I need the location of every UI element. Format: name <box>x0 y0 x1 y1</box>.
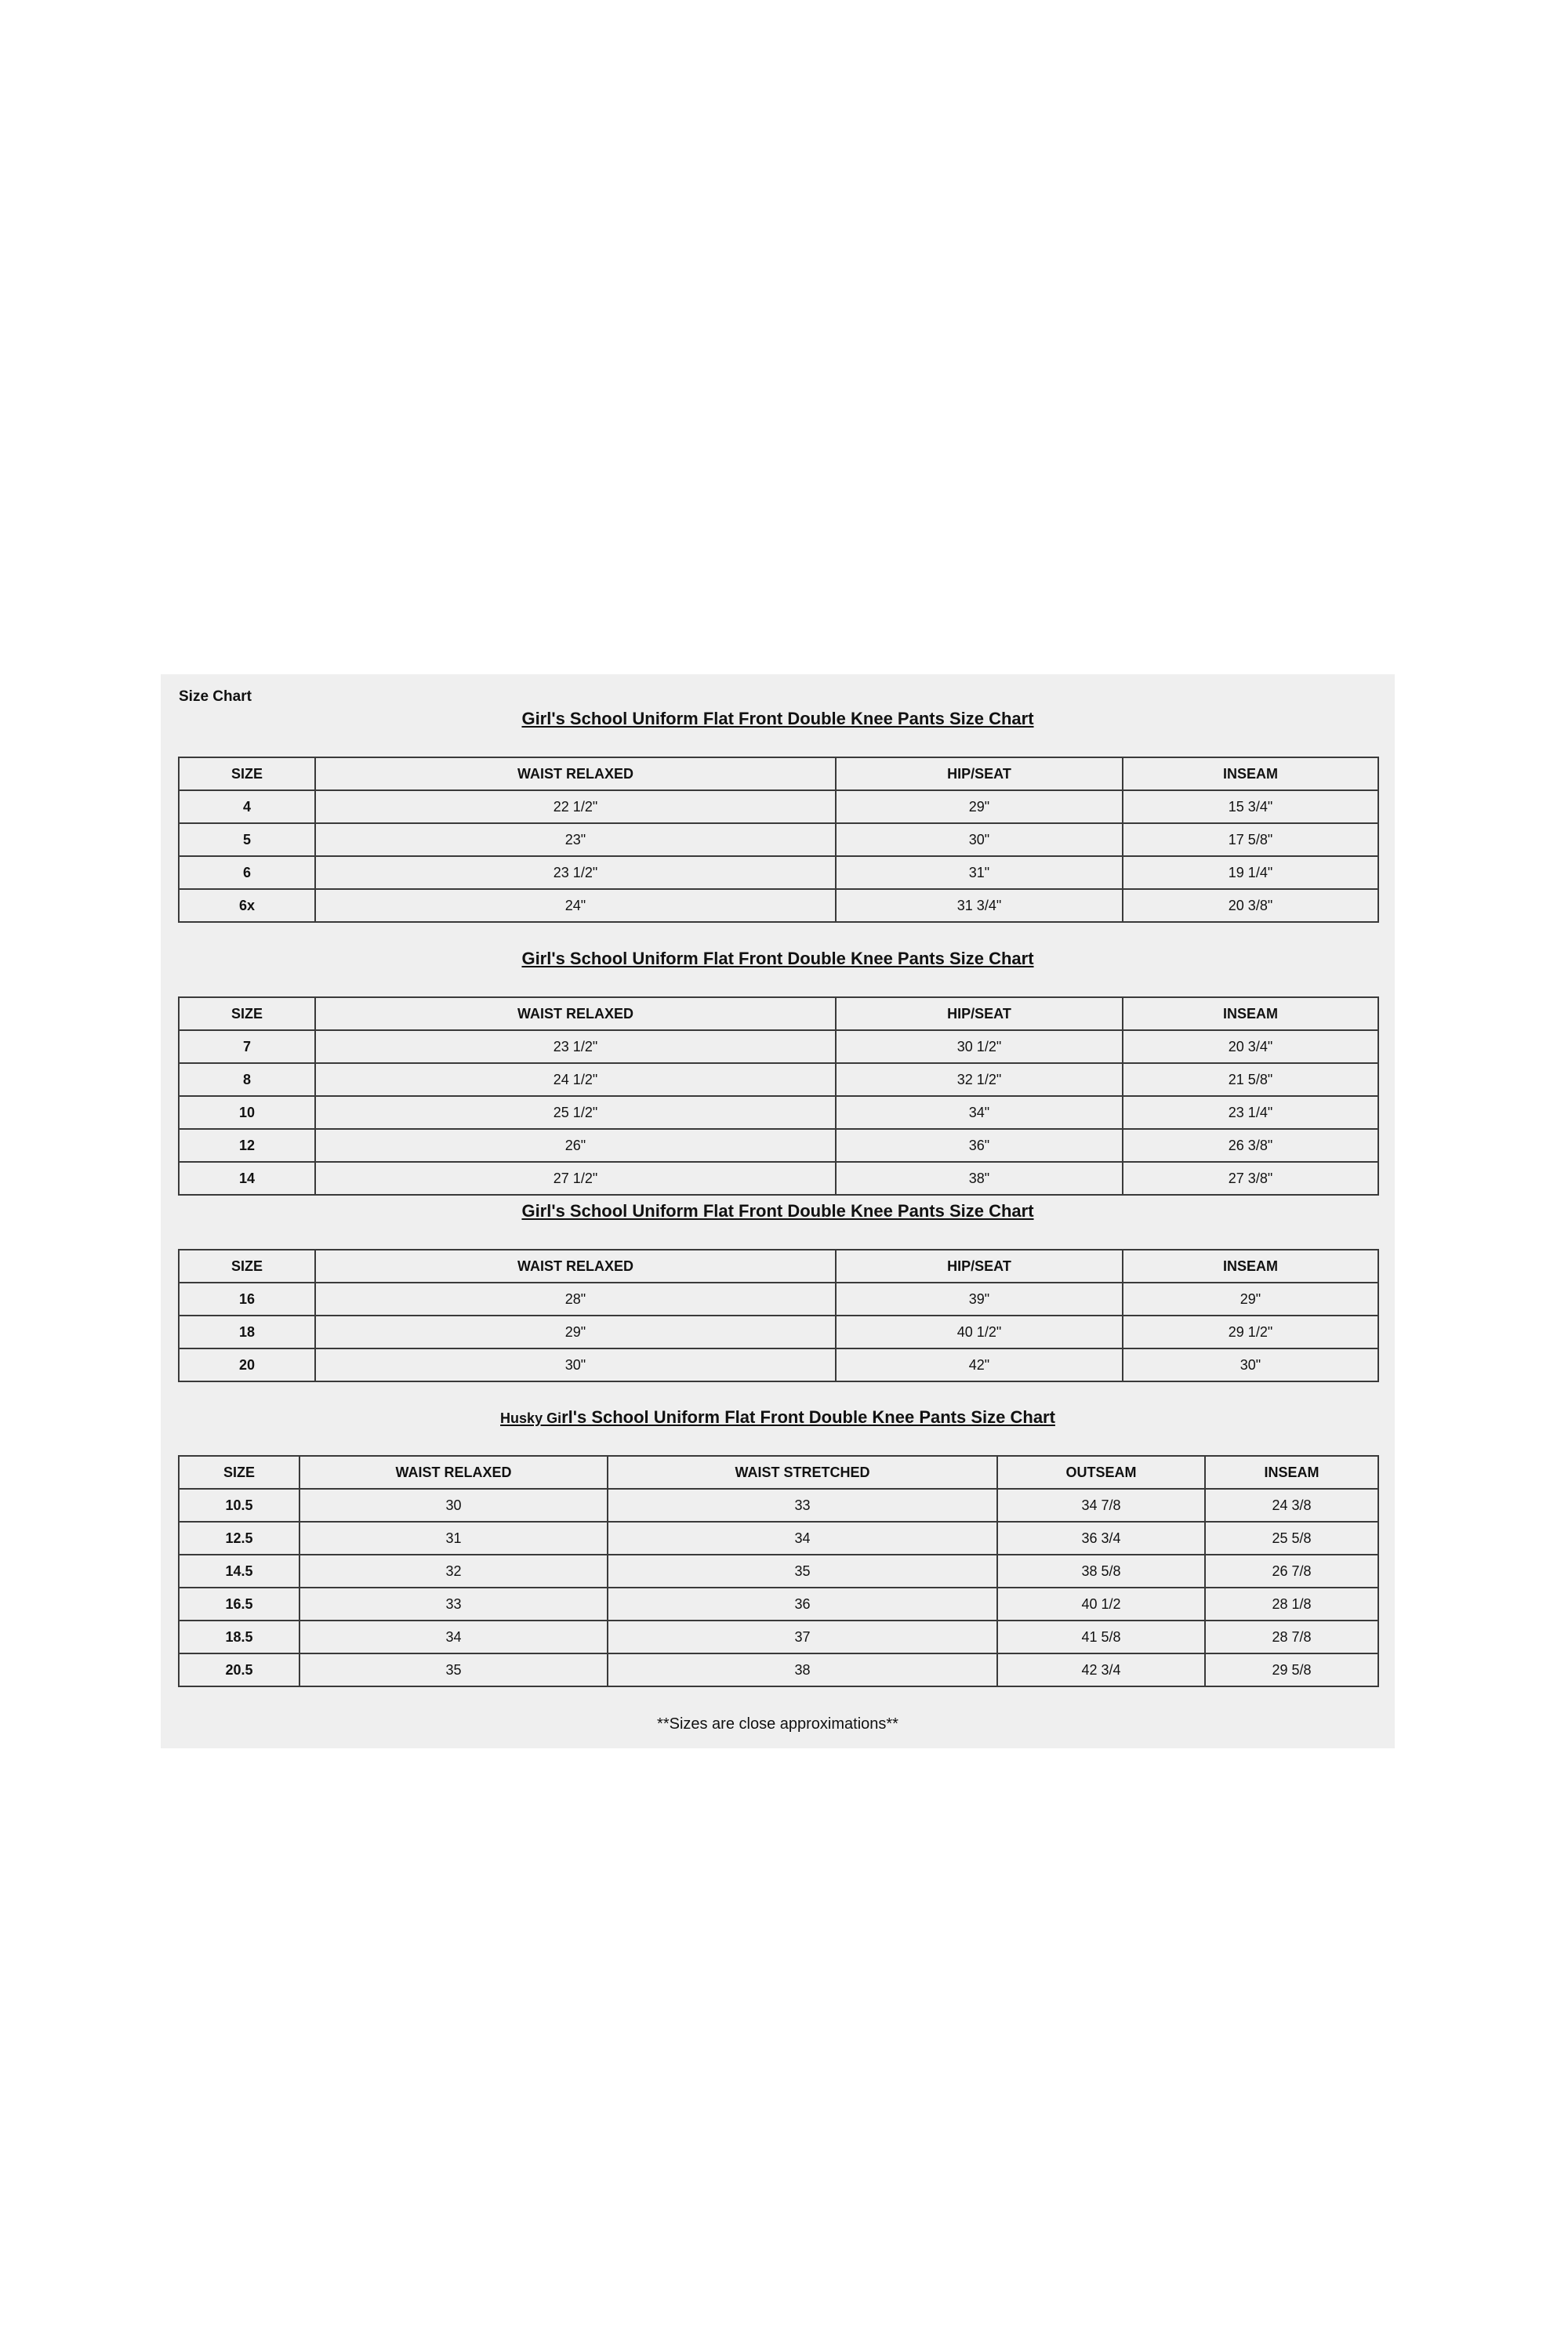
table-cell: 21 5/8" <box>1123 1063 1378 1096</box>
table-cell: 35 <box>608 1555 997 1588</box>
table-cell: 41 5/8 <box>997 1621 1205 1653</box>
column-header: INSEAM <box>1123 1250 1378 1283</box>
table-cell: 26" <box>315 1129 836 1162</box>
column-header: INSEAM <box>1205 1456 1378 1489</box>
table-cell: 40 1/2" <box>836 1316 1123 1348</box>
table-cell: 36 3/4 <box>997 1522 1205 1555</box>
size-cell: 20.5 <box>179 1653 299 1686</box>
table-row <box>179 1030 1378 1063</box>
size-cell: 12 <box>179 1129 315 1162</box>
table-cell: 29" <box>836 790 1123 823</box>
table-cell: 35 <box>299 1653 608 1686</box>
table-cell: 30" <box>315 1348 836 1381</box>
size-cell: 6x <box>179 889 315 922</box>
table-cell: 23 1/4" <box>1123 1096 1378 1129</box>
chart-title-3: Girl's School Uniform Flat Front Double Knee Pants Size Chart <box>521 1201 1034 1221</box>
chart-title-1: Girl's School Uniform Flat Front Double Knee Pants Size Chart <box>521 709 1034 728</box>
size-cell: 14.5 <box>179 1555 299 1588</box>
size-table-1 <box>178 757 1379 923</box>
size-table-2 <box>178 996 1379 1196</box>
column-header: SIZE <box>179 997 315 1030</box>
table-cell: 38" <box>836 1162 1123 1195</box>
size-cell: 5 <box>179 823 315 856</box>
table-header-row <box>179 997 1378 1030</box>
table-header-row <box>179 1456 1378 1489</box>
size-cell: 20 <box>179 1348 315 1381</box>
column-header: WAIST RELAXED <box>299 1456 608 1489</box>
footnote: **Sizes are close approximations** <box>657 1715 898 1733</box>
column-header: HIP/SEAT <box>836 757 1123 790</box>
size-chart-panel <box>161 674 1395 1748</box>
column-header: SIZE <box>179 757 315 790</box>
size-cell: 18.5 <box>179 1621 299 1653</box>
table-cell: 28 1/8 <box>1205 1588 1378 1621</box>
table-row <box>179 823 1378 856</box>
table-cell: 25 5/8 <box>1205 1522 1378 1555</box>
table-row <box>179 1096 1378 1129</box>
table-header-row <box>179 1250 1378 1283</box>
table-row <box>179 1621 1378 1653</box>
size-cell: 7 <box>179 1030 315 1063</box>
size-table-4 <box>178 1455 1379 1687</box>
table-cell: 32 1/2" <box>836 1063 1123 1096</box>
table-cell: 30" <box>1123 1348 1378 1381</box>
size-cell: 16 <box>179 1283 315 1316</box>
chart-title-2: Girl's School Uniform Flat Front Double Knee Pants Size Chart <box>521 949 1034 968</box>
table-cell: 23 1/2" <box>315 856 836 889</box>
table-cell: 28 7/8 <box>1205 1621 1378 1653</box>
table-cell: 24" <box>315 889 836 922</box>
table-cell: 42 3/4 <box>997 1653 1205 1686</box>
table-cell: 40 1/2 <box>997 1588 1205 1621</box>
size-cell: 10.5 <box>179 1489 299 1522</box>
table-cell: 23 1/2" <box>315 1030 836 1063</box>
size-cell: 18 <box>179 1316 315 1348</box>
table-cell: 33 <box>608 1489 997 1522</box>
column-header: WAIST RELAXED <box>315 757 836 790</box>
size-cell: 16.5 <box>179 1588 299 1621</box>
column-header: HIP/SEAT <box>836 997 1123 1030</box>
table-row <box>179 1063 1378 1096</box>
table-cell: 24 1/2" <box>315 1063 836 1096</box>
table-cell: 30 1/2" <box>836 1030 1123 1063</box>
size-table-3 <box>178 1249 1379 1382</box>
table-row <box>179 1588 1378 1621</box>
table-cell: 36 <box>608 1588 997 1621</box>
table-cell: 38 <box>608 1653 997 1686</box>
table-cell: 17 5/8" <box>1123 823 1378 856</box>
table-cell: 37 <box>608 1621 997 1653</box>
table-cell: 31" <box>836 856 1123 889</box>
table-row <box>179 1316 1378 1348</box>
table-row <box>179 1653 1378 1686</box>
table-cell: 24 3/8 <box>1205 1489 1378 1522</box>
table-cell: 27 1/2" <box>315 1162 836 1195</box>
table-row <box>179 1129 1378 1162</box>
size-cell: 8 <box>179 1063 315 1096</box>
table-cell: 28" <box>315 1283 836 1316</box>
table-cell: 39" <box>836 1283 1123 1316</box>
table-cell: 20 3/4" <box>1123 1030 1378 1063</box>
column-header: WAIST STRETCHED <box>608 1456 997 1489</box>
table-cell: 34 <box>608 1522 997 1555</box>
column-header: SIZE <box>179 1456 299 1489</box>
size-cell: 14 <box>179 1162 315 1195</box>
table-cell: 22 1/2" <box>315 790 836 823</box>
table-row <box>179 1283 1378 1316</box>
table-row <box>179 1489 1378 1522</box>
table-row <box>179 1162 1378 1195</box>
table-cell: 23" <box>315 823 836 856</box>
chart-title-4 <box>161 1407 1395 1428</box>
column-header: SIZE <box>179 1250 315 1283</box>
table-cell: 26 7/8 <box>1205 1555 1378 1588</box>
table-row <box>179 1522 1378 1555</box>
table-row <box>179 1348 1378 1381</box>
table-cell: 29 5/8 <box>1205 1653 1378 1686</box>
table-cell: 34 7/8 <box>997 1489 1205 1522</box>
table-cell: 20 3/8" <box>1123 889 1378 922</box>
column-header: INSEAM <box>1123 757 1378 790</box>
table-cell: 42" <box>836 1348 1123 1381</box>
table-header-row <box>179 757 1378 790</box>
column-header: HIP/SEAT <box>836 1250 1123 1283</box>
chart-title-text: rl's School Uniform Flat Front Double Knee Pants Size Chart <box>561 1407 1055 1427</box>
table-cell: 34 <box>299 1621 608 1653</box>
panel-label: Size Chart <box>179 688 252 705</box>
size-cell: 10 <box>179 1096 315 1129</box>
column-header: WAIST RELAXED <box>315 1250 836 1283</box>
table-cell: 33 <box>299 1588 608 1621</box>
table-cell: 19 1/4" <box>1123 856 1378 889</box>
table-cell: 32 <box>299 1555 608 1588</box>
table-cell: 25 1/2" <box>315 1096 836 1129</box>
table-cell: 30" <box>836 823 1123 856</box>
table-cell: 30 <box>299 1489 608 1522</box>
column-header: WAIST RELAXED <box>315 997 836 1030</box>
size-cell: 4 <box>179 790 315 823</box>
column-header: INSEAM <box>1123 997 1378 1030</box>
table-cell: 29" <box>1123 1283 1378 1316</box>
table-row <box>179 790 1378 823</box>
size-cell: 12.5 <box>179 1522 299 1555</box>
table-cell: 29 1/2" <box>1123 1316 1378 1348</box>
table-row <box>179 856 1378 889</box>
table-cell: 29" <box>315 1316 836 1348</box>
table-cell: 26 3/8" <box>1123 1129 1378 1162</box>
size-cell: 6 <box>179 856 315 889</box>
table-cell: 31 3/4" <box>836 889 1123 922</box>
table-cell: 15 3/4" <box>1123 790 1378 823</box>
table-cell: 34" <box>836 1096 1123 1129</box>
chart-title-prefix: Husky Gi <box>500 1410 562 1426</box>
table-row <box>179 1555 1378 1588</box>
table-cell: 31 <box>299 1522 608 1555</box>
table-row <box>179 889 1378 922</box>
table-cell: 36" <box>836 1129 1123 1162</box>
column-header: OUTSEAM <box>997 1456 1205 1489</box>
table-cell: 38 5/8 <box>997 1555 1205 1588</box>
table-cell: 27 3/8" <box>1123 1162 1378 1195</box>
